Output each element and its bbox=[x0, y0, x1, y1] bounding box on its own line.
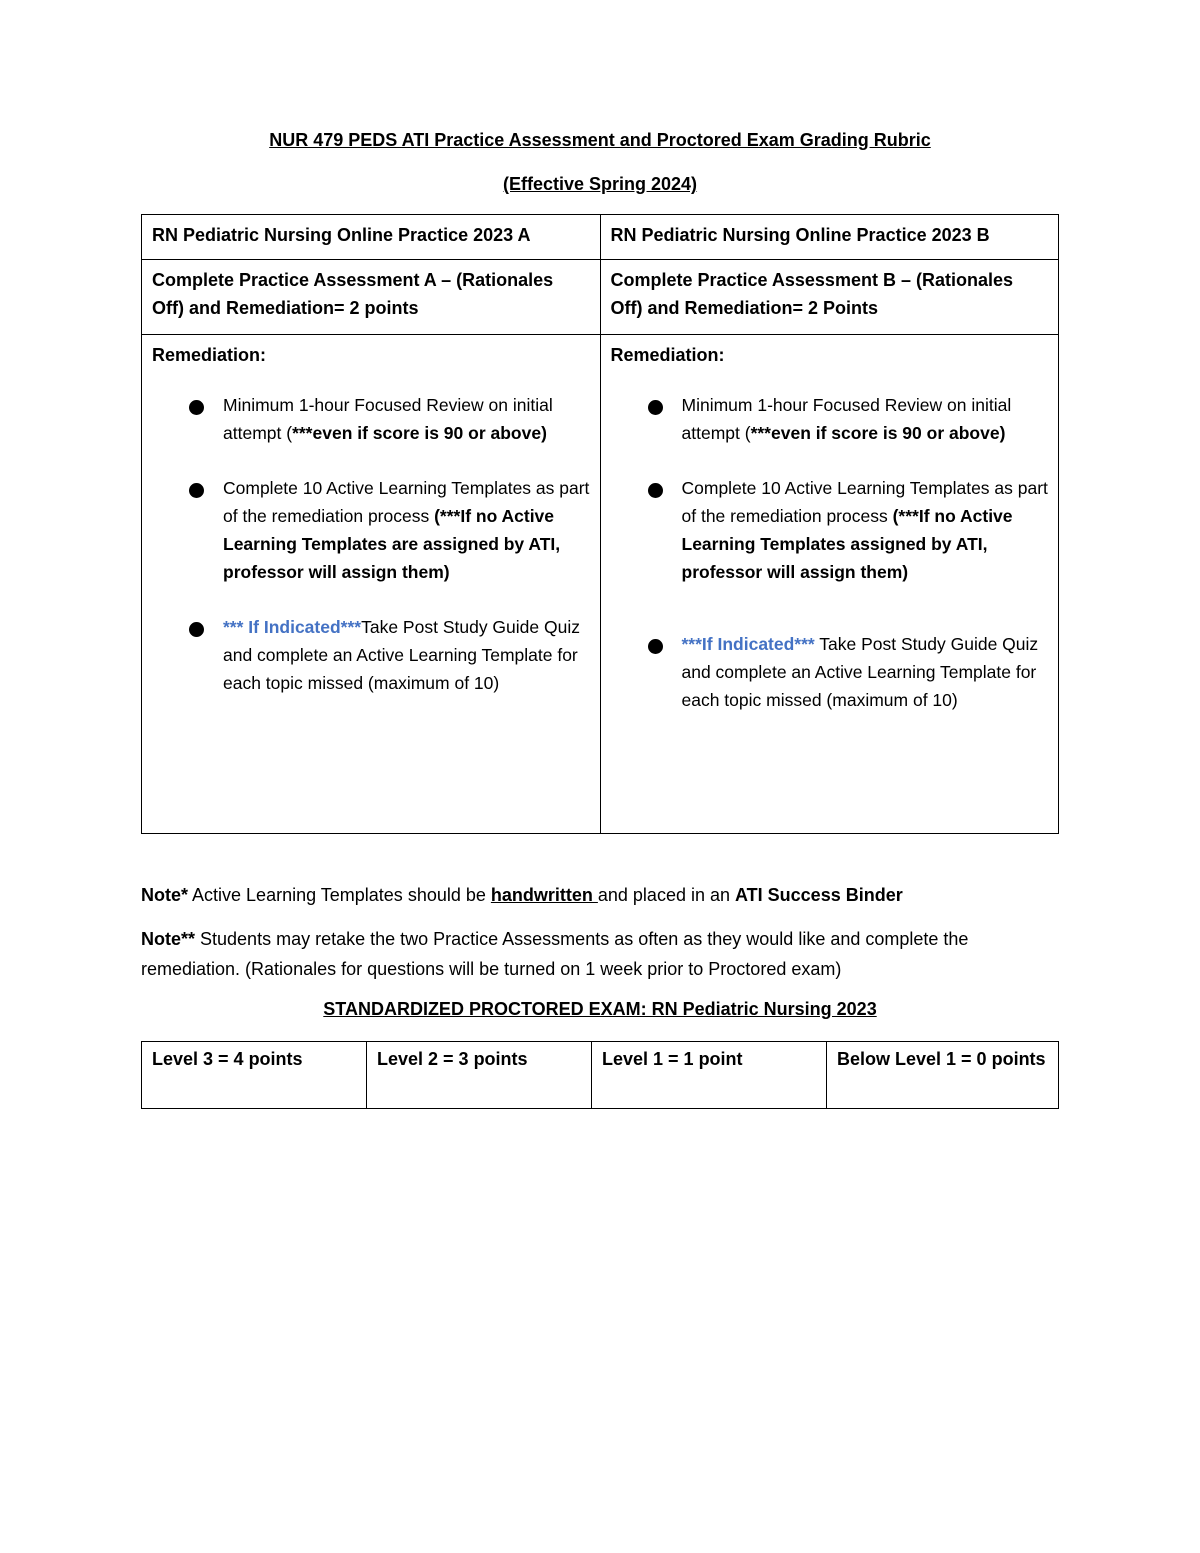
level-cell: Below Level 1 = 0 points bbox=[827, 1042, 1059, 1109]
levels-row bbox=[142, 1042, 1059, 1109]
column-a-requirement: Complete Practice Assessment A – (Rationales Off) and Remediation= 2 points bbox=[142, 260, 601, 335]
level-cell: Level 2 = 3 points bbox=[367, 1042, 592, 1109]
note-handwritten: Note* Active Learning Templates should be handwritten and placed in an ATI Success Binder bbox=[141, 885, 903, 905]
rubric-requirement-row bbox=[142, 260, 1059, 335]
bullet-icon bbox=[189, 400, 204, 415]
list-item: ***If Indicated*** Take Post Study Guide Quiz and complete an Active Learning Template for each topic missed (maximum of 10) bbox=[611, 630, 1049, 714]
remediation-list-a bbox=[152, 391, 590, 697]
rubric-remediation-row bbox=[142, 335, 1059, 834]
rubric-header-row bbox=[142, 215, 1059, 260]
bullet-icon bbox=[648, 400, 663, 415]
bullet-icon bbox=[189, 622, 204, 637]
proctored-levels-table bbox=[141, 1041, 1059, 1109]
list-item: Minimum 1-hour Focused Review on initial attempt (***even if score is 90 or above) bbox=[152, 391, 590, 447]
remediation-list-b bbox=[611, 391, 1049, 714]
level-cell: Level 3 = 4 points bbox=[142, 1042, 367, 1109]
bullet-icon bbox=[189, 483, 204, 498]
level-cell: Level 1 = 1 point bbox=[592, 1042, 827, 1109]
remediation-label: Remediation: bbox=[610, 345, 725, 365]
note-retake: Note** Students may retake the two Practice Assessments as often as they would like and complete the remediation. (Rationales for questions will be turned on 1 week prior to Proctored exam) bbox=[141, 929, 969, 979]
column-a-remediation bbox=[142, 335, 601, 834]
bullet-icon bbox=[648, 483, 663, 498]
column-a-header: RN Pediatric Nursing Online Practice 2023 A bbox=[142, 215, 601, 260]
proctored-exam-heading: STANDARDIZED PROCTORED EXAM: RN Pediatric Nursing 2023 bbox=[323, 999, 877, 1019]
list-item: Complete 10 Active Learning Templates as part of the remediation process (***If no Active Learning Templates assigned by ATI, professor will assign them) bbox=[611, 474, 1049, 586]
list-item: *** If Indicated***Take Post Study Guide Quiz and complete an Active Learning Template for each topic missed (maximum of 10) bbox=[152, 613, 590, 697]
list-item: Minimum 1-hour Focused Review on initial attempt (***even if score is 90 or above) bbox=[611, 391, 1049, 447]
document-subtitle: (Effective Spring 2024) bbox=[502, 174, 698, 194]
bullet-icon bbox=[648, 639, 663, 654]
practice-rubric-table bbox=[141, 214, 1059, 834]
remediation-label: Remediation: bbox=[152, 345, 267, 365]
column-b-requirement: Complete Practice Assessment B – (Rationales Off) and Remediation= 2 Points bbox=[600, 260, 1059, 335]
list-item: Complete 10 Active Learning Templates as part of the remediation process (***If no Active Learning Templates are assigned by ATI, professor will assign them) bbox=[152, 474, 590, 586]
column-b-header: RN Pediatric Nursing Online Practice 2023 B bbox=[600, 215, 1059, 260]
document-title: NUR 479 PEDS ATI Practice Assessment and Proctored Exam Grading Rubric bbox=[269, 130, 931, 150]
column-b-remediation bbox=[600, 335, 1059, 834]
